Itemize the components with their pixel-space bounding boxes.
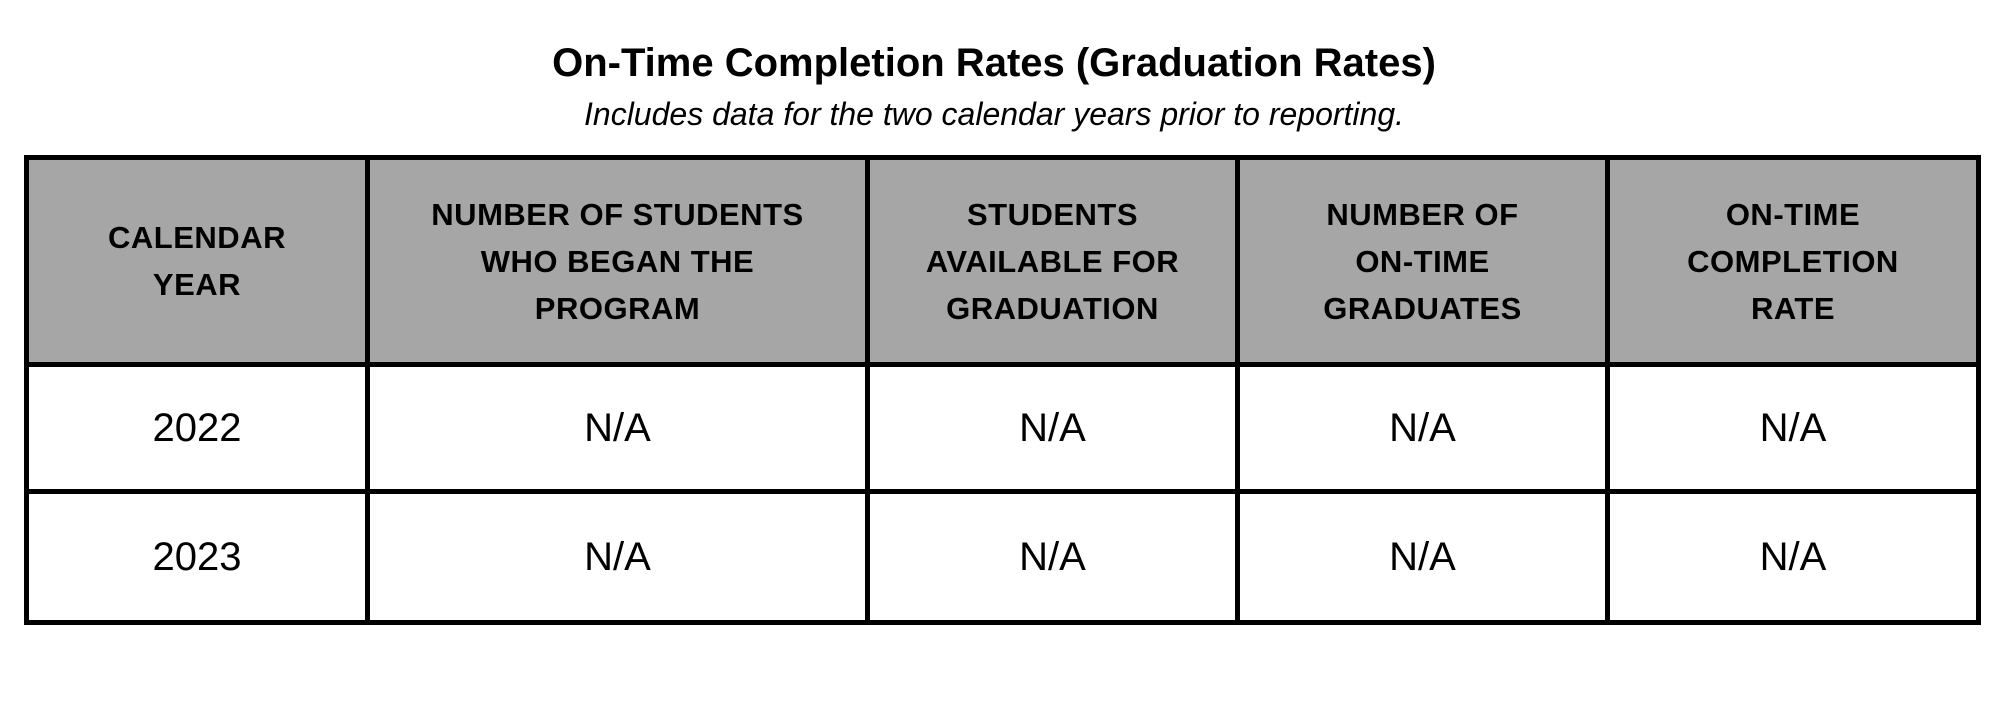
- column-header-label: NUMBER OF ON-TIME GRADUATES: [1323, 196, 1522, 326]
- column-header-label: ON-TIME COMPLETION RATE: [1687, 196, 1899, 326]
- column-header-label: NUMBER OF STUDENTS WHO BEGAN THE PROGRAM: [431, 196, 804, 326]
- column-header-completion-rate: [1608, 158, 1979, 365]
- column-header-on-time-graduates: [1238, 158, 1608, 365]
- column-header-students-available: [868, 158, 1238, 365]
- cell-completion-rate: N/A: [1608, 365, 1979, 492]
- table-header: [27, 158, 1979, 365]
- cell-students-began: N/A: [368, 492, 868, 623]
- table-header-row: [27, 158, 1979, 365]
- cell-calendar-year: 2023: [27, 492, 368, 623]
- cell-students-began: N/A: [368, 365, 868, 492]
- completion-rates-table: [24, 155, 1981, 625]
- column-header-students-began: [368, 158, 868, 365]
- cell-students-available: N/A: [868, 365, 1238, 492]
- column-header-calendar-year: [27, 158, 368, 365]
- column-header-label: CALENDAR YEAR: [108, 220, 286, 302]
- cell-students-available: N/A: [868, 492, 1238, 623]
- column-header-label: STUDENTS AVAILABLE FOR GRADUATION: [925, 196, 1180, 326]
- cell-completion-rate: N/A: [1608, 492, 1979, 623]
- page-title: On-Time Completion Rates (Graduation Rates): [552, 41, 1436, 85]
- cell-on-time-graduates: N/A: [1238, 365, 1608, 492]
- cell-on-time-graduates: N/A: [1238, 492, 1608, 623]
- page-subtitle: Includes data for the two calendar years prior to reporting.: [584, 96, 1404, 132]
- table-row: [27, 365, 1979, 492]
- cell-calendar-year: 2022: [27, 365, 368, 492]
- table-row: [27, 492, 1979, 623]
- table-body: [27, 365, 1979, 623]
